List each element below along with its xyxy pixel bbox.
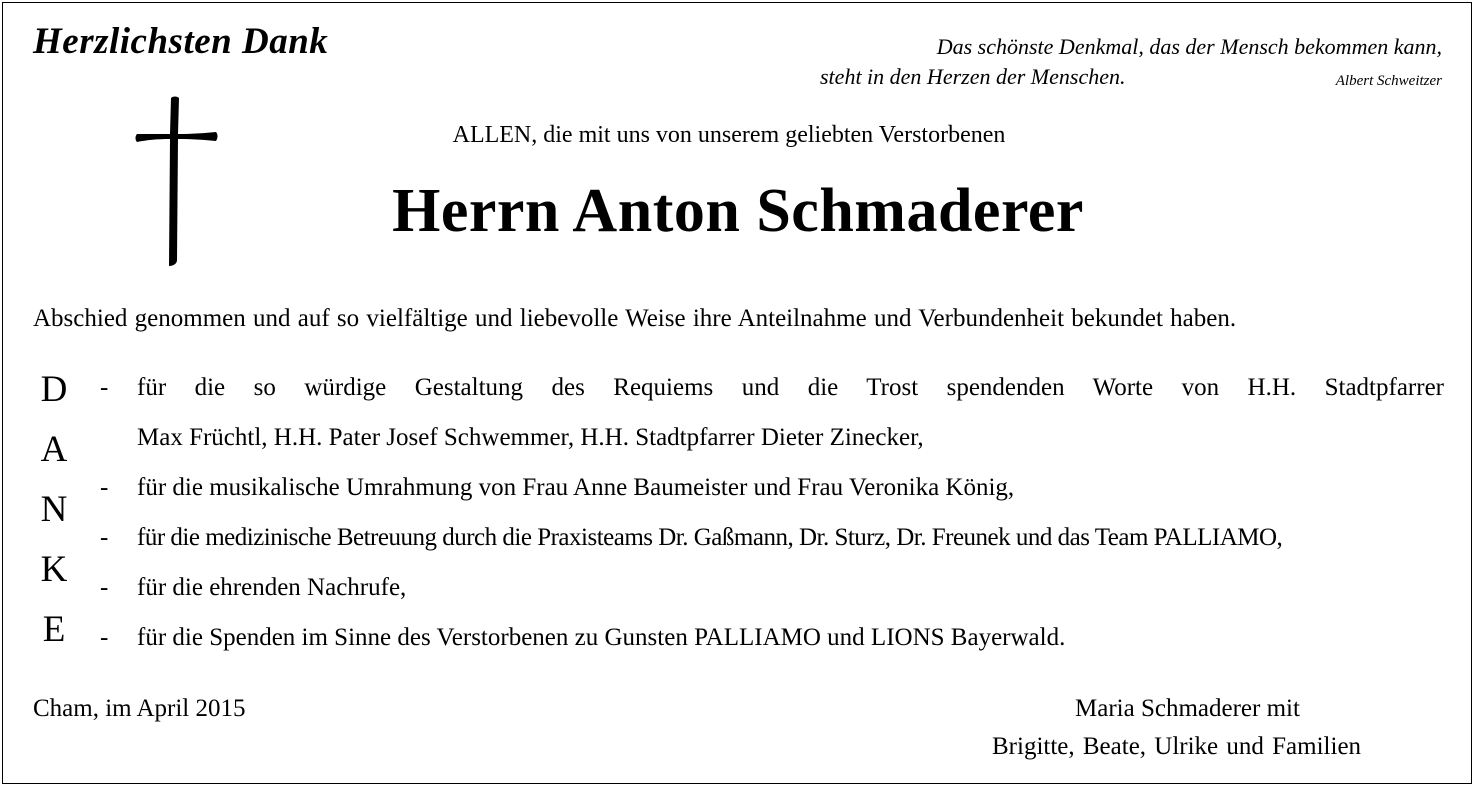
- thanks-item: [100, 563, 1450, 613]
- thanks-item-line: Max Früchtl, H.H. Pater Josef Schwemmer, H.H. Stadtpfarrer Dieter Zinecker,: [137, 424, 924, 451]
- thanks-item: [100, 513, 1450, 563]
- list-dash: -: [100, 624, 109, 651]
- danke-letter: A: [40, 429, 68, 470]
- thanks-list: [100, 363, 1450, 663]
- quote-author: Albert Schweitzer: [1335, 73, 1442, 89]
- thanks-item-line: für die Spenden im Sinne des Verstorbenen zu Gunsten PALLIAMO und LIONS Bayerwald.: [137, 624, 1066, 651]
- notice-title: Herzlichsten Dank: [33, 21, 329, 62]
- thanks-item: [100, 613, 1450, 663]
- thanks-item-line: für die medizinische Betreuung durch die Praxisteams Dr. Gaßmann, Dr. Sturz, Dr. Freunek und das Team PALLIAMO,: [137, 524, 1283, 551]
- thanks-item-line: für die musikalische Umrahmung von Frau Anne Baumeister und Frau Veronika König,: [137, 474, 1015, 501]
- thanks-item: [100, 363, 1450, 463]
- danke-column: [34, 365, 74, 665]
- signature-line-1: Maria Schmaderer mit: [1075, 695, 1300, 722]
- quote-block: [820, 32, 1442, 92]
- list-dash: -: [100, 374, 109, 401]
- danke-letter: K: [40, 549, 68, 590]
- thanks-item: [100, 463, 1450, 513]
- intro-text: ALLEN, die mit uns von unserem geliebten Verstorbenen: [452, 122, 1006, 148]
- quote-line-1: Das schönste Denkmal, das der Mensch bekommen kann,: [936, 34, 1442, 59]
- list-dash: -: [100, 524, 109, 551]
- danke-letter: D: [40, 369, 68, 410]
- thanks-item-line: für die so würdige Gestaltung des Requiems und die Trost spendenden Worte von H.H. Stadtpfarrer: [137, 374, 1444, 401]
- list-dash: -: [100, 574, 109, 601]
- place-date: Cham, im April 2015: [33, 695, 246, 722]
- danke-letter: N: [40, 489, 68, 530]
- thanks-item-line: für die ehrenden Nachrufe,: [137, 574, 407, 601]
- farewell-text: Abschied genommen und auf so vielfältige und liebevolle Weise ihre Anteilnahme und Verbundenheit bekundet haben.: [33, 305, 1237, 332]
- deceased-name: Herrn Anton Schmaderer: [392, 177, 1084, 245]
- list-dash: -: [100, 474, 109, 501]
- danke-letter: E: [42, 609, 66, 650]
- signature-line-2: Brigitte, Beate, Ulrike und Familien: [992, 733, 1362, 760]
- quote-line-2: steht in den Herzen der Menschen.: [820, 64, 1126, 89]
